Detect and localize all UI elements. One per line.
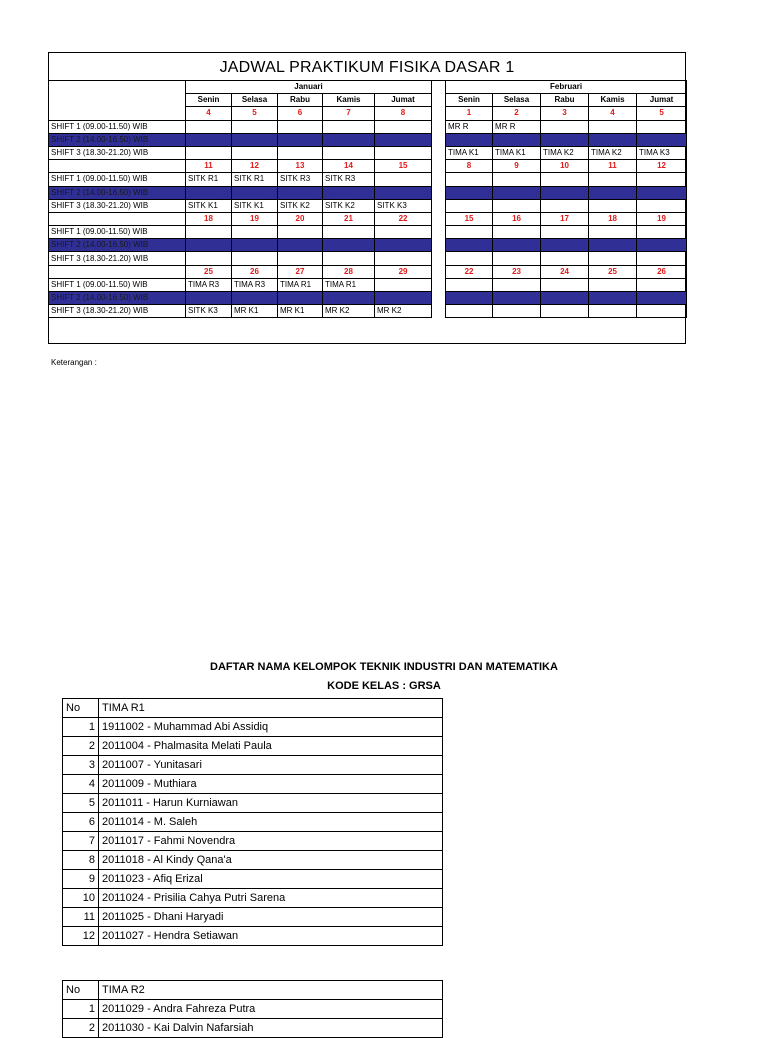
- member-name: 2011024 - Prisilia Cahya Putri Sarena: [99, 889, 443, 908]
- schedule-cell: [375, 278, 432, 291]
- member-name: 2011023 - Afiq Erizal: [99, 870, 443, 889]
- member-name: 2011029 - Andra Fahreza Putra: [99, 1000, 443, 1019]
- schedule-cell: [493, 252, 541, 265]
- schedule-cell: [375, 252, 432, 265]
- member-number: 5: [63, 794, 99, 813]
- schedule-cell: [589, 292, 637, 305]
- schedule-cell: [589, 186, 637, 199]
- date-cell: 21: [323, 212, 375, 225]
- member-row: [63, 889, 443, 908]
- blank-cell: [49, 107, 186, 120]
- schedule-cell: [446, 292, 493, 305]
- schedule-cell: UAS: [232, 239, 278, 252]
- schedule-cell: [589, 133, 637, 146]
- schedule-cell: [541, 252, 589, 265]
- date-cell: 4: [589, 107, 637, 120]
- date-cell: 11: [186, 160, 232, 173]
- date-cell: 19: [232, 212, 278, 225]
- schedule-cell: [323, 120, 375, 133]
- schedule-cell: TIMA R4: [232, 292, 278, 305]
- member-name: 2011017 - Fahmi Novendra: [99, 832, 443, 851]
- date-row: [49, 107, 687, 120]
- schedule-cell: [375, 292, 432, 305]
- date-cell: 24: [541, 265, 589, 278]
- separator-cell: [432, 94, 446, 107]
- schedule-cell: [278, 120, 323, 133]
- schedule-cell: TIMA R1: [323, 278, 375, 291]
- date-cell: 6: [278, 107, 323, 120]
- date-cell: 18: [589, 212, 637, 225]
- schedule-cell: TIMA R3: [232, 278, 278, 291]
- schedule-cell: [541, 305, 589, 318]
- keterangan-label: Keterangan :: [51, 358, 97, 367]
- schedule-cell: SITK K3: [186, 305, 232, 318]
- schedule-cell: SITK K2: [323, 199, 375, 212]
- schedule-cell: [589, 278, 637, 291]
- blank-cell: [49, 265, 186, 278]
- group-name: TIMA R2: [99, 981, 443, 1000]
- member-row: [63, 718, 443, 737]
- member-number: 1: [63, 1000, 99, 1019]
- schedule-cell: [375, 120, 432, 133]
- schedule-cell: SITK R1: [232, 173, 278, 186]
- schedule-cell: MR R: [446, 120, 493, 133]
- member-row: [63, 756, 443, 775]
- shift-row: [49, 173, 687, 186]
- group-header-row: [63, 699, 443, 718]
- schedule-cell: [637, 292, 687, 305]
- schedule-cell: MR K2: [323, 305, 375, 318]
- month-february: Februari: [446, 81, 687, 94]
- day-row: [49, 94, 687, 107]
- schedule-cell: [541, 278, 589, 291]
- shift-label: SHIFT 1 (09.00-11.50) WIB: [49, 226, 186, 239]
- schedule-cell: SITK K1: [186, 199, 232, 212]
- member-row: [63, 832, 443, 851]
- schedule-cell: TIMA K2: [589, 146, 637, 159]
- member-row: [63, 775, 443, 794]
- date-cell: 7: [323, 107, 375, 120]
- day-header: Selasa: [232, 94, 278, 107]
- schedule-cell: [493, 226, 541, 239]
- shift-row: [49, 133, 687, 146]
- schedule-cell: [446, 133, 493, 146]
- date-cell: 22: [446, 265, 493, 278]
- date-cell: 20: [278, 212, 323, 225]
- month-january: Januari: [186, 81, 432, 94]
- member-number: 4: [63, 775, 99, 794]
- schedule-cell: [375, 133, 432, 146]
- member-number: 2: [63, 737, 99, 756]
- schedule-cell: [589, 199, 637, 212]
- shift-row: [49, 239, 687, 252]
- date-row: [49, 212, 687, 225]
- date-cell: 27: [278, 265, 323, 278]
- member-number: 3: [63, 756, 99, 775]
- shift-row: [49, 305, 687, 318]
- member-name: 2011014 - M. Saleh: [99, 813, 443, 832]
- member-name: 2011030 - Kai Dalvin Nafarsiah: [99, 1019, 443, 1038]
- schedule-table-container: [48, 52, 686, 344]
- shift-row: [49, 146, 687, 159]
- date-cell: 25: [186, 265, 232, 278]
- date-cell: 8: [446, 160, 493, 173]
- schedule-cell: [541, 292, 589, 305]
- shift-row: [49, 226, 687, 239]
- member-name: 2011011 - Harun Kurniawan: [99, 794, 443, 813]
- schedule-cell: [493, 199, 541, 212]
- schedule-cell: [637, 252, 687, 265]
- date-cell: 15: [446, 212, 493, 225]
- schedule-cell: [186, 146, 232, 159]
- shift-label: SHIFT 1 (09.00-11.50) WIB: [49, 120, 186, 133]
- schedule-cell: TIMA K1: [446, 146, 493, 159]
- no-header: No: [63, 981, 99, 1000]
- schedule-cell: [589, 305, 637, 318]
- member-name: 2011009 - Muthiara: [99, 775, 443, 794]
- date-row: [49, 160, 687, 173]
- schedule-cell: [637, 305, 687, 318]
- separator-cell: [432, 265, 446, 278]
- member-row: [63, 870, 443, 889]
- shift-label: SHIFT 3 (18.30-21.20) WIB: [49, 305, 186, 318]
- date-cell: 8: [375, 107, 432, 120]
- shift-row: [49, 292, 687, 305]
- schedule-cell: [323, 146, 375, 159]
- schedule-cell: [186, 133, 232, 146]
- schedule-cell: SITK R3: [323, 173, 375, 186]
- schedule-cell: [446, 278, 493, 291]
- schedule-cell: UAS: [278, 239, 323, 252]
- date-cell: 26: [232, 265, 278, 278]
- date-cell: 5: [637, 107, 687, 120]
- day-header: Senin: [446, 94, 493, 107]
- member-name: 2011025 - Dhani Haryadi: [99, 908, 443, 927]
- schedule-cell: [493, 292, 541, 305]
- schedule-cell: [232, 146, 278, 159]
- shift-label: SHIFT 2 (14.00-16.50) WIB: [49, 292, 186, 305]
- date-cell: 23: [493, 265, 541, 278]
- schedule-cell: [446, 239, 493, 252]
- shift-row: [49, 199, 687, 212]
- separator-cell: [432, 160, 446, 173]
- blank-cell: [49, 81, 186, 94]
- schedule-cell: [278, 226, 323, 239]
- schedule-cell: [541, 199, 589, 212]
- schedule-cell: SITK K2: [278, 199, 323, 212]
- day-header: Senin: [186, 94, 232, 107]
- separator-cell: [432, 133, 446, 146]
- member-row: [63, 927, 443, 946]
- schedule-cell: [446, 186, 493, 199]
- date-cell: 22: [375, 212, 432, 225]
- shift-label: SHIFT 2 (14.00-16.50) WIB: [49, 239, 186, 252]
- separator-cell: [432, 252, 446, 265]
- schedule-cell: [589, 239, 637, 252]
- date-cell: 17: [541, 212, 589, 225]
- schedule-table: [48, 80, 687, 318]
- schedule-cell: SITK K3: [375, 199, 432, 212]
- schedule-cell: SITK R2: [232, 186, 278, 199]
- schedule-cell: UAS: [375, 239, 432, 252]
- member-row: [63, 908, 443, 927]
- member-number: 2: [63, 1019, 99, 1038]
- shift-row: [49, 252, 687, 265]
- schedule-title: JADWAL PRAKTIKUM FISIKA DASAR 1: [219, 59, 515, 76]
- member-row: [63, 813, 443, 832]
- date-cell: 28: [323, 265, 375, 278]
- date-cell: 12: [637, 160, 687, 173]
- date-cell: 26: [637, 265, 687, 278]
- member-number: 11: [63, 908, 99, 927]
- schedule-cell: [541, 239, 589, 252]
- schedule-cell: [375, 146, 432, 159]
- schedule-cell: [232, 120, 278, 133]
- schedule-cell: [541, 186, 589, 199]
- schedule-cell: [493, 133, 541, 146]
- separator-cell: [432, 173, 446, 186]
- date-cell: 4: [186, 107, 232, 120]
- schedule-cell: [589, 226, 637, 239]
- member-row: [63, 1019, 443, 1038]
- schedule-cell: [637, 173, 687, 186]
- member-number: 6: [63, 813, 99, 832]
- separator-cell: [432, 212, 446, 225]
- schedule-cell: SITK R4: [278, 186, 323, 199]
- schedule-cell: [637, 278, 687, 291]
- day-header: Jumat: [375, 94, 432, 107]
- schedule-cell: [186, 226, 232, 239]
- date-cell: 15: [375, 160, 432, 173]
- schedule-cell: TIMA K3: [637, 146, 687, 159]
- member-number: 12: [63, 927, 99, 946]
- schedule-cell: [493, 278, 541, 291]
- separator-cell: [432, 305, 446, 318]
- schedule-cell: TIMA R2: [278, 292, 323, 305]
- schedule-cell: [232, 133, 278, 146]
- schedule-cell: TIMA R2: [323, 292, 375, 305]
- schedule-cell: [637, 186, 687, 199]
- shift-label: SHIFT 3 (18.30-21.20) WIB: [49, 146, 186, 159]
- schedule-cell: UAS: [186, 239, 232, 252]
- schedule-cell: TIMA K1: [493, 146, 541, 159]
- date-cell: 9: [493, 160, 541, 173]
- shift-label: SHIFT 2 (14.00-16.50) WIB: [49, 186, 186, 199]
- no-header: No: [63, 699, 99, 718]
- member-number: 7: [63, 832, 99, 851]
- day-header: Rabu: [541, 94, 589, 107]
- date-cell: 14: [323, 160, 375, 173]
- schedule-cell: [446, 199, 493, 212]
- separator-cell: [432, 107, 446, 120]
- group-table: [62, 698, 443, 946]
- separator-cell: [432, 226, 446, 239]
- member-name: 2011004 - Phalmasita Melati Paula: [99, 737, 443, 756]
- date-cell: 29: [375, 265, 432, 278]
- date-cell: 16: [493, 212, 541, 225]
- group-name: TIMA R1: [99, 699, 443, 718]
- schedule-cell: [323, 252, 375, 265]
- schedule-cell: [375, 173, 432, 186]
- shift-row: [49, 120, 687, 133]
- schedule-cell: [589, 252, 637, 265]
- schedule-cell: [637, 120, 687, 133]
- schedule-cell: [446, 252, 493, 265]
- separator-cell: [432, 186, 446, 199]
- date-cell: 12: [232, 160, 278, 173]
- schedule-cell: TIMA R3: [186, 278, 232, 291]
- schedule-cell: [446, 305, 493, 318]
- schedule-cell: [493, 239, 541, 252]
- schedule-cell: [278, 133, 323, 146]
- member-name: 1911002 - Muhammad Abi Assidiq: [99, 718, 443, 737]
- member-row: [63, 794, 443, 813]
- shift-label: SHIFT 1 (09.00-11.50) WIB: [49, 278, 186, 291]
- schedule-cell: [278, 252, 323, 265]
- day-header: Jumat: [637, 94, 687, 107]
- member-row: [63, 1000, 443, 1019]
- separator-cell: [432, 292, 446, 305]
- schedule-cell: [541, 226, 589, 239]
- schedule-cell: [637, 133, 687, 146]
- schedule-cell: [446, 226, 493, 239]
- member-number: 8: [63, 851, 99, 870]
- schedule-cell: [541, 120, 589, 133]
- blank-cell: [49, 160, 186, 173]
- member-row: [63, 851, 443, 870]
- schedule-cell: [446, 173, 493, 186]
- schedule-cell: TIMA R4: [186, 292, 232, 305]
- schedule-cell: [232, 226, 278, 239]
- schedule-cell: SITK R2: [186, 186, 232, 199]
- schedule-cell: SITK R3: [278, 173, 323, 186]
- schedule-cell: [323, 133, 375, 146]
- schedule-cell: [637, 239, 687, 252]
- date-cell: 18: [186, 212, 232, 225]
- separator-cell: [432, 81, 446, 94]
- schedule-cell: SITK R1: [186, 173, 232, 186]
- month-row: [49, 81, 687, 94]
- schedule-cell: [541, 173, 589, 186]
- shift-label: SHIFT 1 (09.00-11.50) WIB: [49, 173, 186, 186]
- date-cell: 13: [278, 160, 323, 173]
- date-cell: 3: [541, 107, 589, 120]
- day-header: Rabu: [278, 94, 323, 107]
- schedule-cell: [493, 186, 541, 199]
- date-row: [49, 265, 687, 278]
- schedule-cell: [186, 252, 232, 265]
- schedule-cell: [589, 173, 637, 186]
- member-name: 2011027 - Hendra Setiawan: [99, 927, 443, 946]
- schedule-cell: [375, 226, 432, 239]
- day-header: Kamis: [589, 94, 637, 107]
- schedule-cell: [232, 252, 278, 265]
- schedule-cell: [186, 120, 232, 133]
- shift-row: [49, 186, 687, 199]
- schedule-cell: [589, 120, 637, 133]
- shift-label: SHIFT 3 (18.30-21.20) WIB: [49, 252, 186, 265]
- schedule-cell: [323, 226, 375, 239]
- shift-label: SHIFT 3 (18.30-21.20) WIB: [49, 199, 186, 212]
- schedule-cell: [493, 173, 541, 186]
- class-code: KODE KELAS : GRSA: [327, 680, 441, 692]
- member-number: 10: [63, 889, 99, 908]
- separator-cell: [432, 278, 446, 291]
- schedule-cell: [637, 226, 687, 239]
- schedule-cell: [637, 199, 687, 212]
- group-header-row: [63, 981, 443, 1000]
- schedule-cell: TIMA R1: [278, 278, 323, 291]
- schedule-cell: [493, 305, 541, 318]
- date-cell: 11: [589, 160, 637, 173]
- separator-cell: [432, 146, 446, 159]
- date-cell: 5: [232, 107, 278, 120]
- blank-cell: [49, 212, 186, 225]
- schedule-cell: MR K1: [278, 305, 323, 318]
- member-name: 2011007 - Yunitasari: [99, 756, 443, 775]
- member-number: 9: [63, 870, 99, 889]
- schedule-cell: SITK K1: [232, 199, 278, 212]
- schedule-cell: MR K2: [375, 305, 432, 318]
- schedule-cell: [375, 186, 432, 199]
- schedule-cell: UAS: [323, 239, 375, 252]
- schedule-cell: MR R: [493, 120, 541, 133]
- schedule-cell: SITK R4: [323, 186, 375, 199]
- schedule-cell: [541, 133, 589, 146]
- blank-cell: [49, 94, 186, 107]
- member-number: 1: [63, 718, 99, 737]
- separator-cell: [432, 239, 446, 252]
- day-header: Kamis: [323, 94, 375, 107]
- schedule-cell: TIMA K2: [541, 146, 589, 159]
- group-table: [62, 980, 443, 1038]
- shift-label: SHIFT 2 (14.00-16.50) WIB: [49, 133, 186, 146]
- date-cell: 19: [637, 212, 687, 225]
- schedule-cell: [278, 146, 323, 159]
- member-row: [63, 737, 443, 756]
- date-cell: 25: [589, 265, 637, 278]
- schedule-cell: MR K1: [232, 305, 278, 318]
- date-cell: 1: [446, 107, 493, 120]
- shift-row: [49, 278, 687, 291]
- group-list-title: DAFTAR NAMA KELOMPOK TEKNIK INDUSTRI DAN MATEMATIKA: [210, 661, 558, 673]
- member-name: 2011018 - Al Kindy Qana'a: [99, 851, 443, 870]
- day-header: Selasa: [493, 94, 541, 107]
- separator-cell: [432, 120, 446, 133]
- date-cell: 2: [493, 107, 541, 120]
- date-cell: 10: [541, 160, 589, 173]
- separator-cell: [432, 199, 446, 212]
